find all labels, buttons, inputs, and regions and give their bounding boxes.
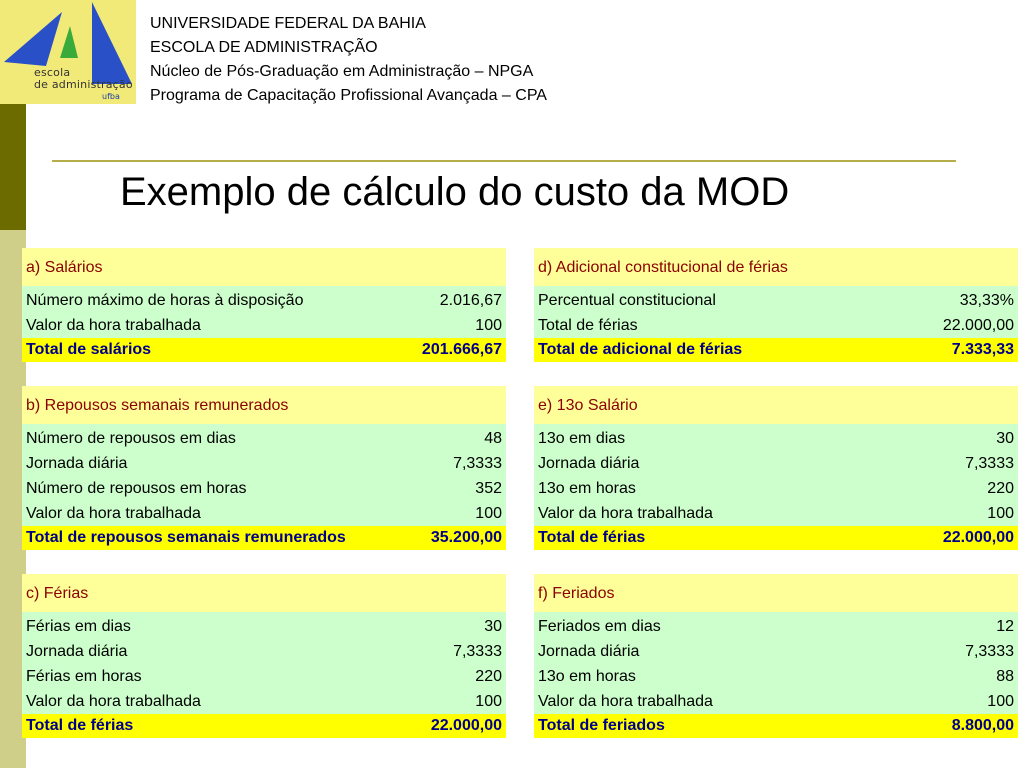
header-line: UNIVERSIDADE FEDERAL DA BAHIA <box>150 15 426 32</box>
row-value: 2.016,67 <box>439 292 502 309</box>
table-row <box>22 288 506 313</box>
table-row <box>534 451 1018 476</box>
table-row <box>22 451 506 476</box>
table-heading: f) Feriados <box>534 574 1018 612</box>
row-value: 100 <box>475 693 502 710</box>
header-line: Núcleo de Pós-Graduação em Administração – NPGA <box>150 63 534 80</box>
table-total-row <box>22 526 506 550</box>
table-row <box>534 614 1018 639</box>
school-logo <box>0 0 136 104</box>
row-label: Número máximo de horas à disposição <box>26 292 304 309</box>
table-row <box>22 476 506 501</box>
table-repousos <box>22 386 506 550</box>
row-value: 7,3333 <box>453 643 502 660</box>
row-value: 7,3333 <box>965 455 1014 472</box>
table-total-row <box>534 338 1018 362</box>
table-row <box>22 664 506 689</box>
table-13o-salario <box>534 386 1018 550</box>
total-value: 22.000,00 <box>430 717 502 734</box>
row-value: 100 <box>475 505 502 522</box>
total-label: Total de férias <box>538 529 646 546</box>
table-row <box>22 639 506 664</box>
row-value: 30 <box>484 618 502 635</box>
row-value: 7,3333 <box>965 643 1014 660</box>
table-salarios <box>22 248 506 362</box>
table-row <box>22 501 506 526</box>
row-label: Percentual constitucional <box>538 292 716 309</box>
table-adicional-ferias <box>534 248 1018 362</box>
row-value: 100 <box>987 505 1014 522</box>
row-label: Valor da hora trabalhada <box>538 693 713 710</box>
table-heading: e) 13o Salário <box>534 386 1018 424</box>
total-value: 201.666,67 <box>421 341 502 358</box>
table-row <box>534 476 1018 501</box>
row-label: Jornada diária <box>26 455 128 472</box>
header-line: ESCOLA DE ADMINISTRAÇÃO <box>150 39 378 56</box>
logo-line-2: de administração <box>34 78 133 91</box>
row-label: Jornada diária <box>26 643 128 660</box>
row-value: 352 <box>475 480 502 497</box>
institution-header <box>150 12 547 108</box>
table-feriados <box>534 574 1018 738</box>
total-label: Total de férias <box>26 717 134 734</box>
table-row <box>534 313 1018 338</box>
total-label: Total de repousos semanais remunerados <box>26 529 346 546</box>
logo-sub: ufba <box>102 92 120 101</box>
table-total-row <box>534 714 1018 738</box>
row-value: 220 <box>475 668 502 685</box>
row-label: Jornada diária <box>538 455 640 472</box>
row-value: 7,3333 <box>453 455 502 472</box>
row-label: Feriados em dias <box>538 618 661 635</box>
logo-wordmark <box>34 67 133 91</box>
total-value: 8.800,00 <box>951 717 1014 734</box>
total-value: 22.000,00 <box>942 529 1014 546</box>
table-row <box>22 426 506 451</box>
table-heading: a) Salários <box>22 248 506 286</box>
table-row <box>22 313 506 338</box>
row-label: 13o em dias <box>538 430 626 447</box>
table-row <box>22 614 506 639</box>
table-heading: c) Férias <box>22 574 506 612</box>
row-label: Número de repousos em horas <box>26 480 247 497</box>
table-heading: b) Repousos semanais remunerados <box>22 386 506 424</box>
row-value: 48 <box>484 430 502 447</box>
table-row <box>534 689 1018 714</box>
total-label: Total de adicional de férias <box>538 341 743 358</box>
row-value: 12 <box>996 618 1014 635</box>
row-label: Valor da hora trabalhada <box>538 505 713 522</box>
row-label: Número de repousos em dias <box>26 430 236 447</box>
row-value: 100 <box>987 693 1014 710</box>
row-label: Jornada diária <box>538 643 640 660</box>
row-label: Valor da hora trabalhada <box>26 505 201 522</box>
row-value: 100 <box>475 317 502 334</box>
logo-line-1: escola <box>34 66 71 79</box>
table-row <box>534 501 1018 526</box>
total-label: Total de feriados <box>538 717 665 734</box>
table-row <box>534 426 1018 451</box>
row-value: 22.000,00 <box>942 317 1014 334</box>
row-label: Valor da hora trabalhada <box>26 317 201 334</box>
table-row <box>534 288 1018 313</box>
table-total-row <box>22 714 506 738</box>
row-label: Valor da hora trabalhada <box>26 693 201 710</box>
row-label: 13o em horas <box>538 480 636 497</box>
title-divider <box>52 160 956 162</box>
total-value: 7.333,33 <box>951 341 1014 358</box>
table-row <box>22 689 506 714</box>
table-ferias <box>22 574 506 738</box>
row-label: Férias em horas <box>26 668 142 685</box>
row-label: Férias em dias <box>26 618 131 635</box>
row-value: 30 <box>996 430 1014 447</box>
row-label: 13o em horas <box>538 668 636 685</box>
row-label: Total de férias <box>538 317 638 334</box>
header-line: Programa de Capacitação Profissional Avançada – CPA <box>150 87 547 104</box>
table-total-row <box>22 338 506 362</box>
total-value: 35.200,00 <box>430 529 502 546</box>
table-row <box>534 639 1018 664</box>
row-value: 88 <box>996 668 1014 685</box>
row-value: 33,33% <box>959 292 1014 309</box>
table-row <box>534 664 1018 689</box>
table-total-row <box>534 526 1018 550</box>
slide-title: Exemplo de cálculo do custo da MOD <box>120 170 790 214</box>
row-value: 220 <box>987 480 1014 497</box>
table-heading: d) Adicional constitucional de férias <box>534 248 1018 286</box>
total-label: Total de salários <box>26 341 152 358</box>
